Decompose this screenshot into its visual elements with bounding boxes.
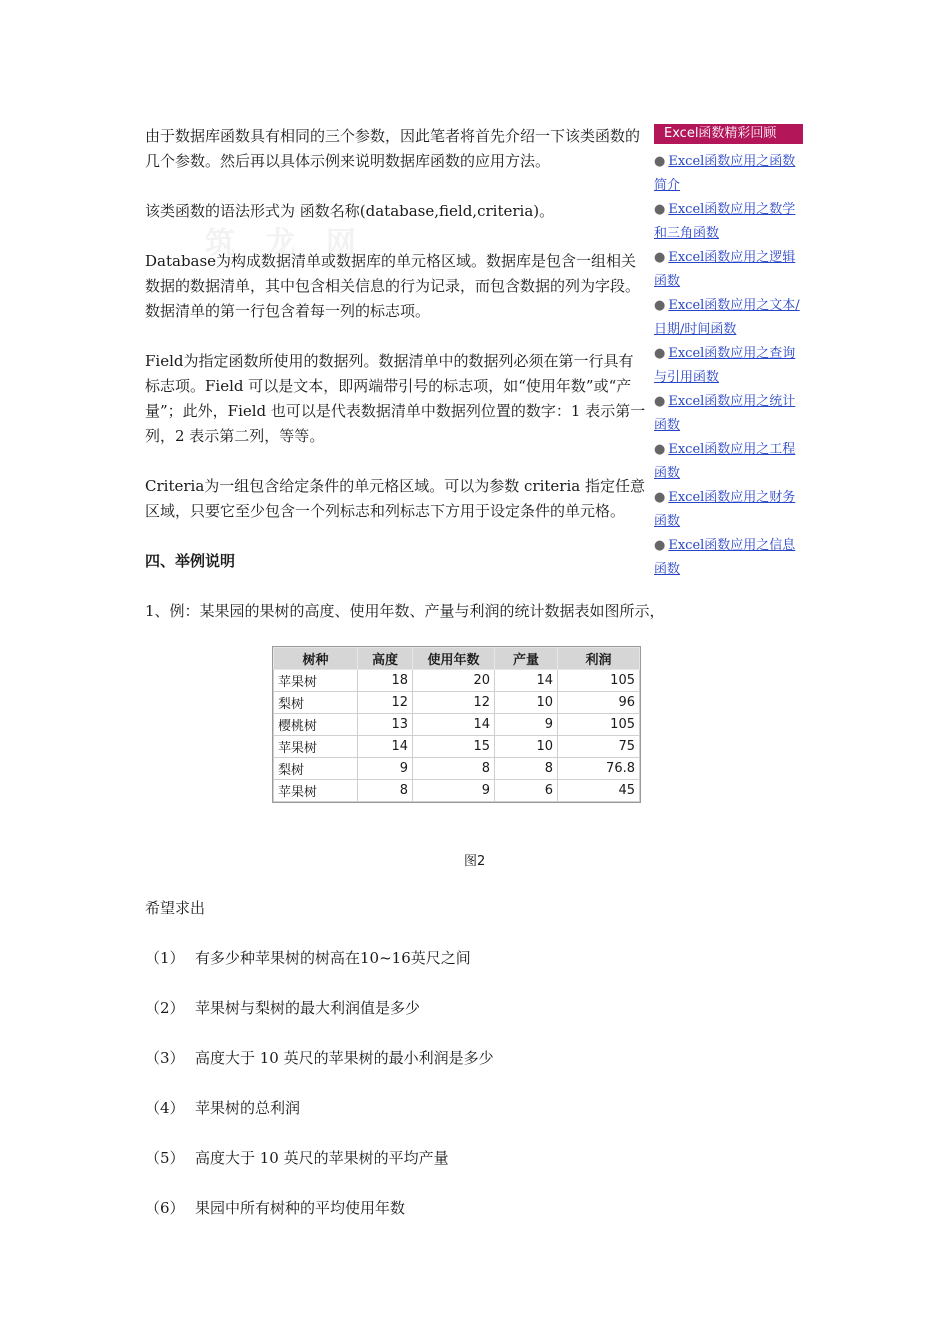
question-item (145, 996, 705, 1021)
table-cell: 10 (495, 692, 558, 714)
column-header: 产量 (495, 648, 558, 670)
table-cell: 15 (413, 736, 495, 758)
table-row (274, 714, 640, 736)
sidebar-item (654, 438, 804, 486)
paragraph-syntax: 该类函数的语法形式为 函数名称(database,field,criteria)。 (145, 202, 555, 220)
question-text: 高度大于 10 英尺的苹果树的最小利润是多少 (195, 1049, 494, 1067)
sidebar-link-information[interactable]: Excel函数应用之信息函数 (654, 538, 796, 577)
table-cell: 75 (558, 736, 640, 758)
sidebar-link-lookup-reference[interactable]: Excel函数应用之查询与引用函数 (654, 346, 796, 385)
question-item (145, 1196, 705, 1221)
questions-section (145, 896, 705, 1246)
table-cell: 6 (495, 780, 558, 802)
sidebar-excel-review (654, 124, 804, 582)
table-cell: 8 (358, 780, 413, 802)
question-number: （5） (145, 1149, 185, 1167)
main-content (145, 124, 665, 624)
sidebar-link-function-intro[interactable]: Excel函数应用之函数简介 (654, 154, 796, 193)
bullet-icon: ● (654, 154, 666, 169)
column-header: 利润 (558, 648, 640, 670)
question-number: （1） (145, 949, 185, 967)
table-cell: 8 (495, 758, 558, 780)
question-text: 高度大于 10 英尺的苹果树的平均产量 (195, 1149, 449, 1167)
table-row (274, 692, 640, 714)
sidebar-link-statistical[interactable]: Excel函数应用之统计函数 (654, 394, 796, 433)
sidebar-link-engineering[interactable]: Excel函数应用之工程函数 (654, 442, 796, 481)
table-cell: 梨树 (274, 692, 358, 714)
question-number: （3） (145, 1049, 185, 1067)
questions-intro: 希望求出 (145, 899, 206, 917)
table-cell: 12 (413, 692, 495, 714)
sidebar-link-math-trig[interactable]: Excel函数应用之数学和三角函数 (654, 202, 796, 241)
sidebar-item (654, 342, 804, 390)
question-text: 苹果树与梨树的最大利润值是多少 (195, 999, 421, 1017)
question-item (145, 946, 705, 971)
question-item (145, 1146, 705, 1171)
bullet-icon: ● (654, 394, 666, 409)
sidebar-item (654, 294, 804, 342)
paragraph-field: Field为指定函数所使用的数据列。数据清单中的数据列必须在第一行具有标志项。Field 可以是文本，即两端带引号的标志项，如“使用年数”或“产量”；此外，Field 也可以是代表数据清单中数据列位置的数字：1 表示第一列，2 表示第二列，等等。 (145, 352, 646, 445)
sidebar-item (654, 150, 804, 198)
table-cell: 105 (558, 670, 640, 692)
table-cell: 苹果树 (274, 670, 358, 692)
sidebar-item (654, 390, 804, 438)
table-row (274, 736, 640, 758)
question-text: 苹果树的总利润 (195, 1099, 301, 1117)
question-item (145, 1096, 705, 1121)
question-item (145, 1046, 705, 1071)
bullet-icon: ● (654, 490, 666, 505)
bullet-icon: ● (654, 442, 666, 457)
sidebar-item (654, 486, 804, 534)
table-cell: 9 (495, 714, 558, 736)
watermark: 筑 龙 网 (205, 226, 366, 261)
section-heading: 四、举例说明 (145, 552, 236, 570)
table-cell: 13 (358, 714, 413, 736)
question-text: 有多少种苹果树的树高在10~16英尺之间 (195, 949, 471, 967)
table-cell: 梨树 (274, 758, 358, 780)
sidebar-title: Excel函数精彩回顾 (654, 124, 803, 144)
sidebar-link-list (654, 150, 804, 582)
bullet-icon: ● (654, 202, 666, 217)
table-cell: 9 (358, 758, 413, 780)
column-header: 使用年数 (413, 648, 495, 670)
table-cell: 14 (358, 736, 413, 758)
table-cell: 18 (358, 670, 413, 692)
sidebar-item (654, 198, 804, 246)
table-cell: 苹果树 (274, 780, 358, 802)
bullet-icon: ● (654, 298, 666, 313)
paragraph-params-intro: 由于数据库函数具有相同的三个参数，因此笔者将首先介绍一下该类函数的几个参数。然后再以具体示例来说明数据库函数的应用方法。 (145, 127, 641, 170)
bullet-icon: ● (654, 346, 666, 361)
data-table-figure (272, 646, 641, 803)
table-cell: 14 (495, 670, 558, 692)
table-cell: 8 (413, 758, 495, 780)
paragraph-example: 1、例：某果园的果树的高度、使用年数、产量与利润的统计数据表如图所示， (145, 602, 665, 620)
paragraph-database: Database为构成数据清单或数据库的单元格区域。数据库是包含一组相关数据的数据清单，其中包含相关信息的行为记录，而包含数据的列为字段。数据清单的第一行包含着每一列的标志项。 (145, 252, 641, 320)
table-cell: 96 (558, 692, 640, 714)
bullet-icon: ● (654, 538, 666, 553)
table-cell: 105 (558, 714, 640, 736)
orchard-data-table (273, 647, 640, 802)
sidebar-link-logical[interactable]: Excel函数应用之逻辑函数 (654, 250, 796, 289)
table-cell: 12 (358, 692, 413, 714)
table-cell: 14 (413, 714, 495, 736)
table-cell: 76.8 (558, 758, 640, 780)
table-cell: 10 (495, 736, 558, 758)
question-number: （6） (145, 1199, 185, 1217)
table-cell: 45 (558, 780, 640, 802)
column-header: 树种 (274, 648, 358, 670)
figure-caption: 图2 (464, 854, 486, 869)
table-cell: 苹果树 (274, 736, 358, 758)
sidebar-item (654, 534, 804, 582)
question-text: 果园中所有树种的平均使用年数 (195, 1199, 406, 1217)
table-header-row (274, 648, 640, 670)
bullet-icon: ● (654, 250, 666, 265)
sidebar-item (654, 246, 804, 294)
sidebar-link-text-date-time[interactable]: Excel函数应用之文本/日期/时间函数 (654, 298, 800, 337)
question-number: （4） (145, 1099, 185, 1117)
column-header: 高度 (358, 648, 413, 670)
table-cell: 9 (413, 780, 495, 802)
table-cell: 20 (413, 670, 495, 692)
sidebar-link-financial[interactable]: Excel函数应用之财务函数 (654, 490, 796, 529)
table-row (274, 670, 640, 692)
table-row (274, 780, 640, 802)
question-number: （2） (145, 999, 185, 1017)
paragraph-criteria: Criteria为一组包含给定条件的单元格区域。可以为参数 criteria 指定任意区域，只要它至少包含一个列标志和列标志下方用于设定条件的单元格。 (145, 477, 645, 520)
table-cell: 樱桃树 (274, 714, 358, 736)
table-row (274, 758, 640, 780)
